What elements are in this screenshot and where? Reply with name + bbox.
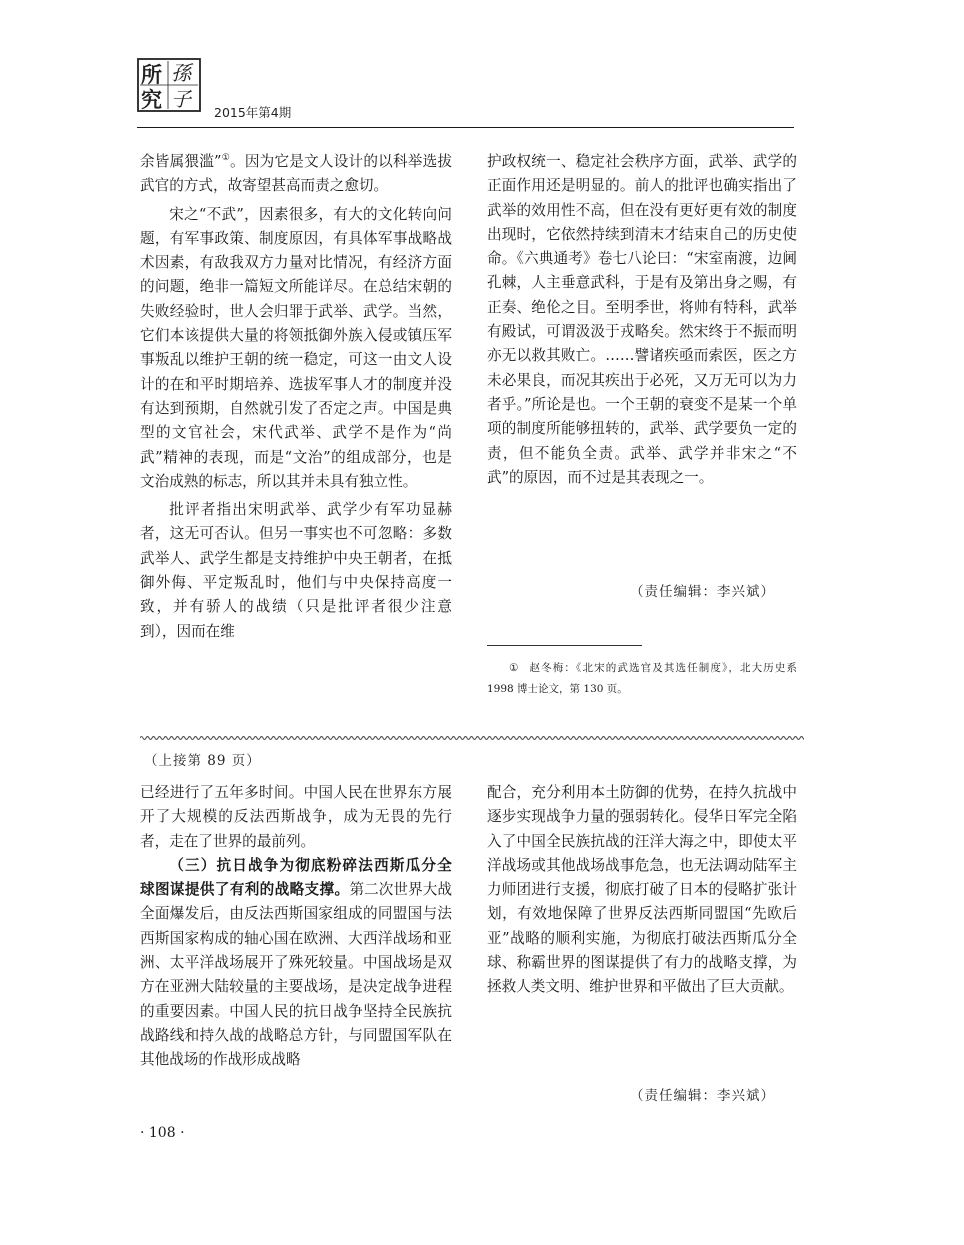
issue-label: 2015年第4期 [214, 105, 292, 120]
article-column-left [140, 150, 452, 644]
responsible-editor: （责任编辑：李兴斌） [630, 1088, 775, 1104]
paragraph: 批评者指出宋明武举、武学少有军功显赫者，这无可否认。但另一事实也不可忽略：多数武举人、武学生都是支持维护中央王朝者，在抵御外侮、平定叛乱时，他们与中央保持高度一致，并有骄人的战绩（只是批评者很少注意到），因而在维 [140, 501, 452, 640]
paragraph: 已经进行了五年多时间。中国人民在世界东方展开了大规模的反法西斯战争，成为无畏的先行者，走在了世界的最前列。 [140, 784, 452, 850]
footnote [487, 658, 797, 700]
section-heading: （三）抗日战争为彻底粉碎法西斯瓜分全球图谋提供了有利的战略支撑。 [140, 856, 452, 899]
page-number: · 108 · [140, 1125, 185, 1141]
logo-char: 所 [141, 62, 162, 87]
article-column-left [140, 781, 452, 1073]
article-column-right [487, 150, 797, 490]
logo-char: 究 [141, 87, 162, 112]
footnote-mark: ① [509, 662, 520, 674]
paragraph-text: 余皆属猥滥” [140, 153, 222, 170]
divider-wave-line [143, 737, 804, 740]
logo-char: 子 [171, 87, 191, 111]
header-rule [137, 127, 794, 128]
footnote-text: 赵冬梅：《北宋的武选官及其选任制度》，北大历史系 1998 博士论文，第 130 页。 [487, 662, 797, 695]
logo-char: 孫 [171, 61, 191, 85]
paragraph: 护政权统一、稳定社会秩序方面，武举、武学的正面作用还是明显的。前人的批评也确实指出了武举的效用性不高，但在没有更好更有效的制度出现时，它依然持续到清末才结束自己的历史使命。《六典通考》卷七八论曰：“宋室南渡，边阃孔棘，人主垂意武科，于是有及第出身之赐，有正奏、绝伦之目。至明季世，将帅有特科，武举有殿试，可谓汲汲于戎略矣。然宋终于不振而明亦无以救其败亡。……譬诸疾亟而索医，医之方未必果良，而况其疾出于必死，又万无可以为力者乎。”所论是也。一个王朝的衰变不是某一个单项的制度所能够扭转的，武举、武学要负一定的责，但不能负全责。武举、武学并非宋之“不武”的原因，而不过是其表现之一。 [487, 153, 797, 486]
footnote-rule [487, 645, 642, 646]
journal-logo [137, 58, 201, 112]
journal-logo-seal [137, 58, 201, 112]
footnote-ref: ① [221, 153, 231, 163]
paragraph: 配合，充分利用本土防御的优势，在持久抗战中逐步实现战争力量的强弱转化。侵华日军完全陷入了中国全民族抗战的汪洋大海之中，即使太平洋战场或其他战场战事危急，也无法调动陆军主力师团进行支援，彻底打破了日本的侵略扩张计划，有效地保障了世界反法西斯同盟国“先欧后亚”战略的顺利实施，为彻底打破法西斯瓜分全球、称霸世界的图谋提供了有力的战略支撑，为拯救人类文明、维护世界和平做出了巨大贡献。 [487, 784, 797, 996]
paragraph-text: 。因为它是文人设计的以科举选拔武官的方式，故寄望甚高而责之愈切。 [140, 153, 452, 195]
continued-from-label: （上接第 89 页） [144, 753, 261, 769]
paragraph [140, 854, 452, 1073]
paragraph [140, 150, 452, 199]
responsible-editor: （责任编辑：李兴斌） [630, 584, 775, 600]
paragraph: 宋之“不武”，因素很多，有大的文化转向问题，有军事政策、制度原因，有具体军事战略战术因素，有敌我双方力量对比情况，有经济方面的问题，绝非一篇短文所能详尽。在总结宋朝的失败经验时，世人会归罪于武举、武学。当然，它们本该提供大量的将领抵御外族入侵或镇压军事叛乱以维护王朝的统一稳定，可这一由文人设计的在和平时期培养、选拔军事人才的制度并没有达到预期，自然就引发了否定之声。中国是典型的文官社会，宋代武举、武学不是作为“尚武”精神的表现，而是“文治”的组成部分，也是文治成熟的标志，所以其并未具有独立性。 [140, 205, 452, 490]
section-divider [140, 734, 804, 742]
article-column-right [487, 781, 797, 1000]
paragraph-text: 第二次世界大战全面爆发后，由反法西斯国家组成的同盟国与法西斯国家构成的轴心国在欧洲、大西洋战场和亚洲、太平洋战场展开了殊死较量。中国战场是双方在亚洲大陆较量的主要战场，是决定战争进程的重要因素。中国人民的抗日战争坚持全民族抗战路线和持久战的战略总方针，与同盟国军队在其他战场的作战形成战略 [140, 881, 452, 1069]
